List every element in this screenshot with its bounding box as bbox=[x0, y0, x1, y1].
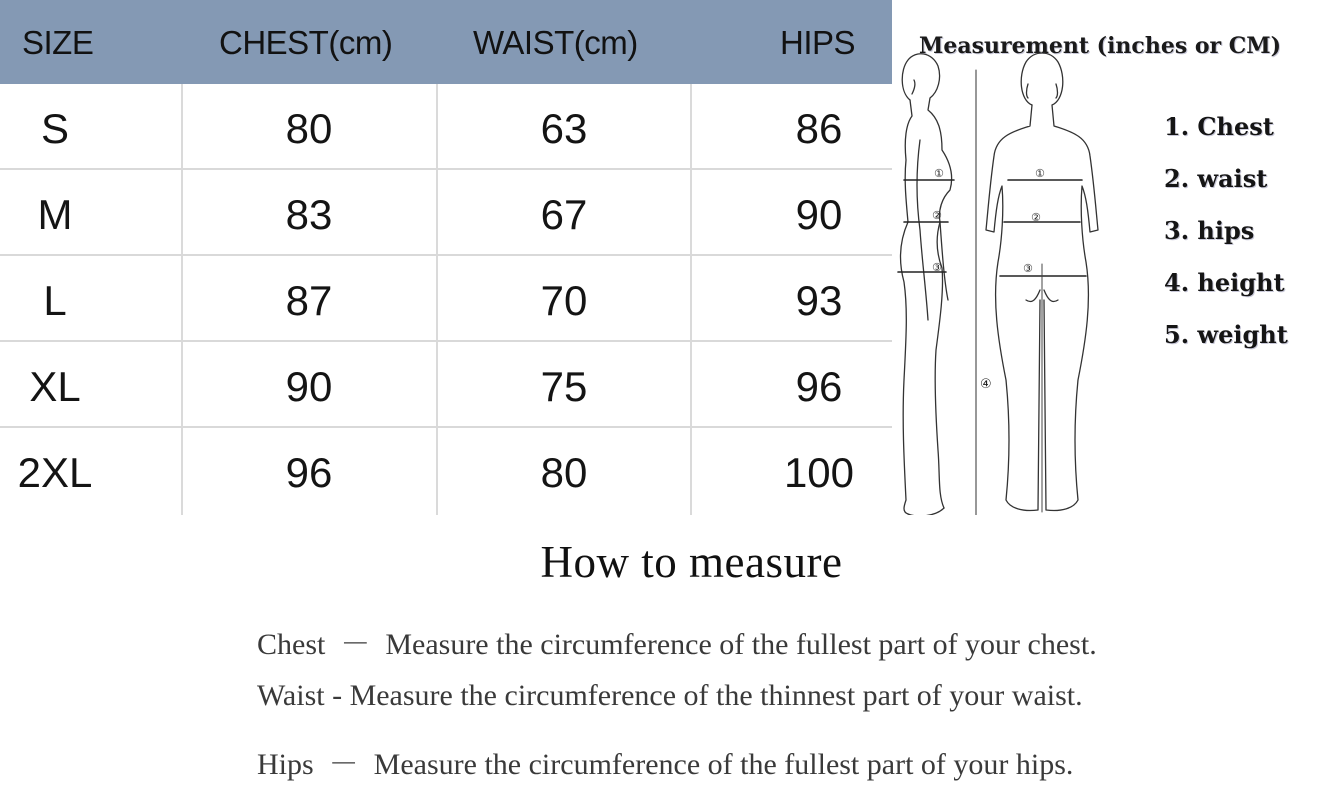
size-chart-table bbox=[0, 0, 892, 515]
cell-size: S bbox=[40, 105, 69, 152]
marker-hips-front: ③ bbox=[1023, 262, 1033, 275]
cell-hips: 100 bbox=[783, 449, 855, 496]
legend-hips: 3. hips bbox=[1164, 216, 1255, 245]
header-chest: CHEST(cm) bbox=[219, 24, 393, 61]
cell-chest: 96 bbox=[285, 449, 333, 496]
cell-chest: 87 bbox=[285, 277, 333, 324]
legend-waist: 2. waist bbox=[1164, 164, 1268, 193]
cell-chest: 80 bbox=[285, 105, 333, 152]
marker-chest-front: ① bbox=[1035, 167, 1045, 180]
cell-size: M bbox=[37, 191, 73, 238]
table-row bbox=[0, 428, 892, 516]
cell-size: 2XL bbox=[17, 449, 93, 496]
cell-waist: 80 bbox=[540, 449, 588, 496]
legend-chest: 1. Chest bbox=[1164, 112, 1274, 141]
header-hips: HIPS bbox=[780, 24, 856, 61]
cell-size: L bbox=[43, 277, 67, 324]
cell-waist: 63 bbox=[540, 105, 588, 152]
cell-waist: 75 bbox=[540, 363, 588, 410]
cell-hips: 93 bbox=[795, 277, 843, 324]
table-row bbox=[0, 256, 892, 342]
marker-height: ④ bbox=[980, 377, 992, 392]
marker-waist-front: ② bbox=[1031, 211, 1041, 224]
header-size: SIZE bbox=[22, 24, 94, 61]
how-to-measure-title: How to measure bbox=[540, 537, 843, 587]
cell-hips: 96 bbox=[795, 363, 843, 410]
cell-chest: 90 bbox=[285, 363, 333, 410]
table-row bbox=[0, 342, 892, 428]
legend-weight: 5. weight bbox=[1164, 320, 1288, 349]
marker-hips: ③ bbox=[932, 261, 942, 274]
table-row bbox=[0, 170, 892, 256]
body-measurement-illustration bbox=[892, 0, 1337, 515]
instruction-chest: Chest － Measure the circumference of the fullest part of your chest. bbox=[257, 628, 1097, 661]
measurement-figure-panel bbox=[892, 0, 1337, 515]
header-waist: WAIST(cm) bbox=[473, 24, 638, 61]
marker-waist: ② bbox=[932, 209, 942, 222]
instruction-hips: Hips － Measure the circumference of the fullest part of your hips. bbox=[257, 748, 1074, 781]
cell-chest: 83 bbox=[285, 191, 333, 238]
table-row bbox=[0, 84, 892, 170]
cell-waist: 67 bbox=[540, 191, 588, 238]
cell-hips: 86 bbox=[795, 105, 843, 152]
cell-waist: 70 bbox=[540, 277, 588, 324]
figure-title: Measurement (inches or CM) bbox=[919, 33, 1282, 59]
instruction-waist: Waist - Measure the circumference of the thinnest part of your waist. bbox=[257, 679, 1083, 712]
cell-size: XL bbox=[29, 363, 81, 410]
cell-hips: 90 bbox=[795, 191, 843, 238]
legend-height: 4. height bbox=[1164, 268, 1285, 297]
marker-chest: ① bbox=[934, 167, 944, 180]
table-header-row bbox=[0, 0, 892, 84]
